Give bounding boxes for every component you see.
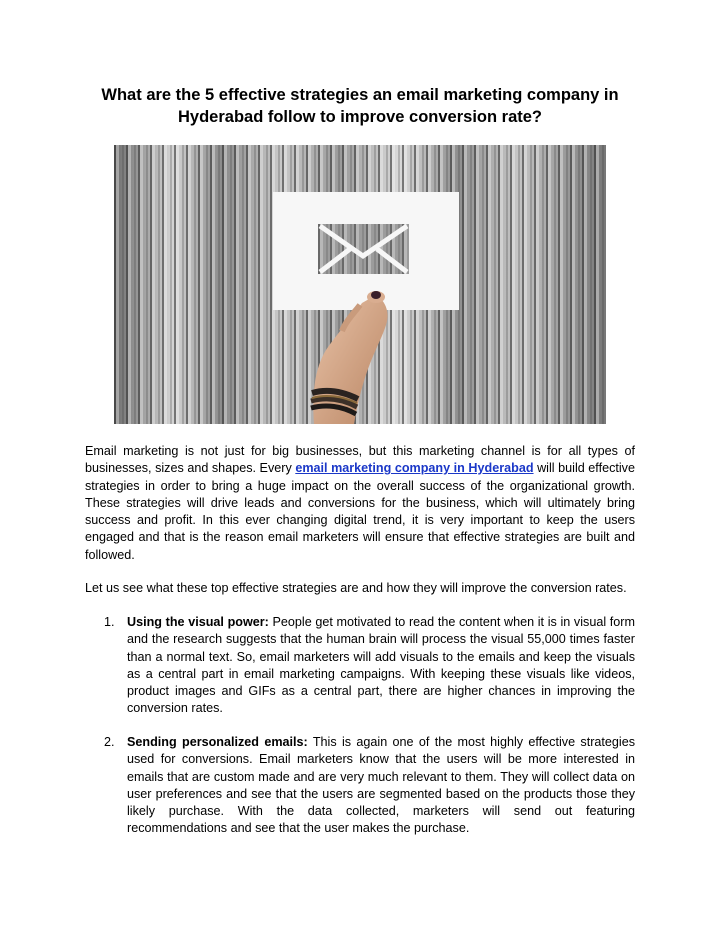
strategy-list-item-1 <box>85 614 635 718</box>
strategy-text: People get motivated to read the content when it is in visual form and the research suggests that the human brain will process the visual 55,000 times faster than a normal text. So, email marketers will add visuals to the emails and keep the visuals as a central part in email marketing campaigns. With keeping these visuals like videos, product images and GIFs as a central part, there are higher chances in improving the conversion rates. <box>127 615 635 716</box>
intro-paragraph <box>85 443 635 564</box>
email-marketing-company-link[interactable]: email marketing company in Hyderabad <box>295 461 534 476</box>
list-item <box>85 734 635 838</box>
page-title: What are the 5 effective strategies an email marketing company in Hyderabad follow to improve conversion rate? <box>101 86 619 126</box>
intro-text-before-link: Email marketing is not just for big businesses, but this marketing channel is for all types of businesses, sizes and shapes. Every <box>85 444 635 476</box>
list-item <box>85 614 635 718</box>
envelope-cutout-photo <box>114 145 606 424</box>
list-number: 1. <box>104 615 115 629</box>
intro-text-after-link: will build effective strategies in order to bring a huge impact on the overall success of the organizational growth. These strategies will drive leads and conversions for the business, which will ultimately bring success and profit. In this ever changing digital trend, it is very important to keep the users engaged and that is the reason email marketers will ensure that effective strategies are built and followed. <box>85 461 635 562</box>
strategy-heading: Sending personalized emails: <box>127 735 308 749</box>
list-number: 2. <box>104 735 115 749</box>
strategy-list-item-2 <box>85 734 635 838</box>
strategy-text: This is again one of the most highly effective strategies used for conversions. Email marketers know that the users will be more interested in emails that are custom made and are very much relevant to them. They will collect data on user preferences and see that the users are segmented based on the products those they likely purchase. With the data collected, marketers will send out featuring recommendations and see that the user makes the purchase. <box>127 735 636 836</box>
lead-in-paragraph: Let us see what these top effective strategies are and how they will improve the conversion rates. <box>85 581 627 595</box>
strategy-heading: Using the visual power: <box>127 615 269 629</box>
